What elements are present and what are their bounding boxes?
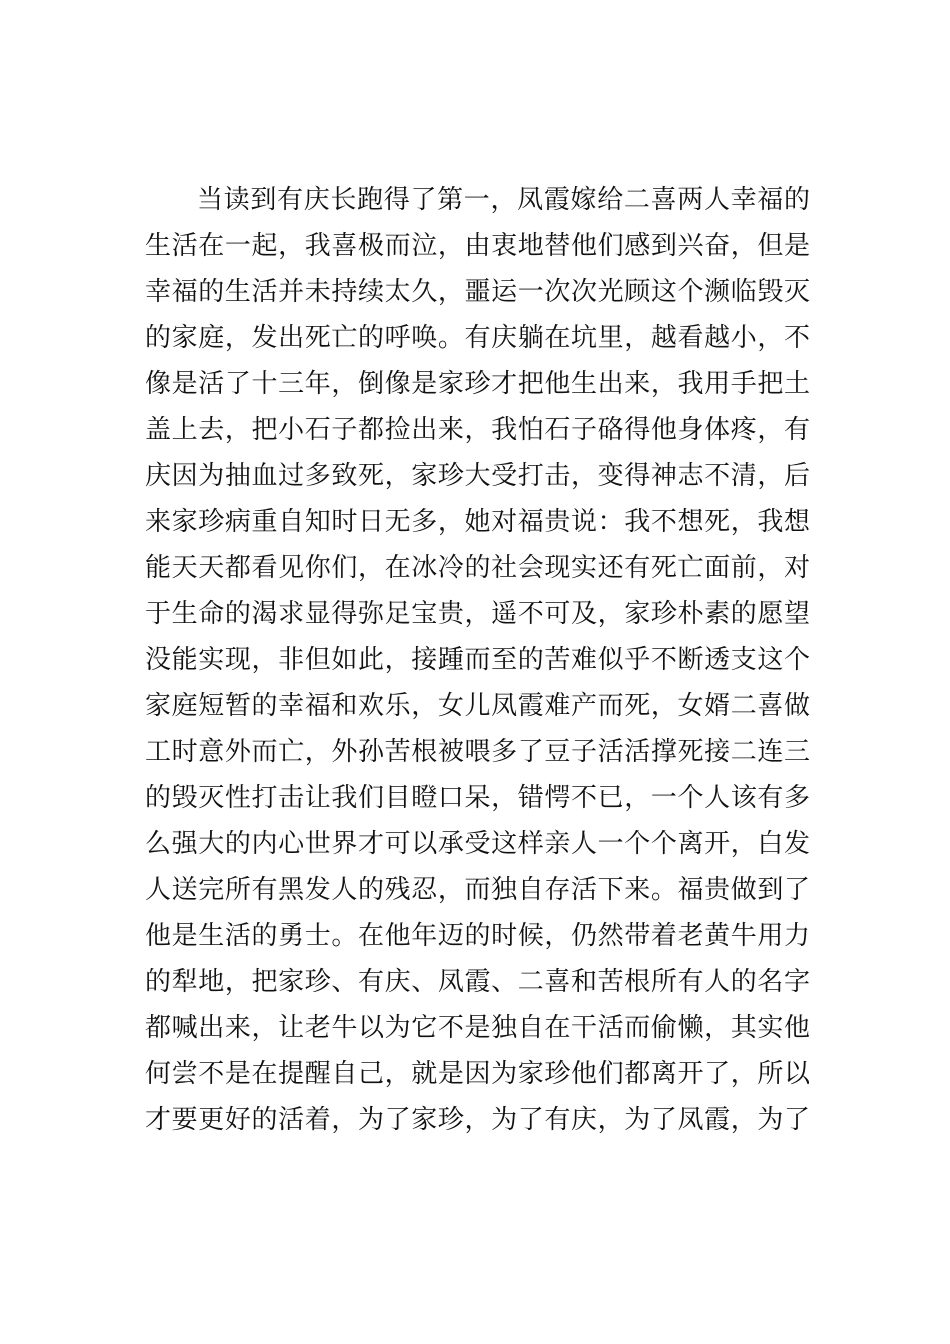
text-line: 盖上去，把小石子都捡出来，我怕石子硌得他身体疼，有 [145, 415, 810, 445]
text-line: 才要更好的活着，为了家珍，为了有庆，为了凤霞，为了 [145, 1105, 810, 1135]
text-line: 何尝不是在提醒自己，就是因为家珍他们都离开了，所以 [145, 1059, 810, 1089]
text-line: 生活在一起，我喜极而泣，由衷地替他们感到兴奋，但是 [145, 231, 810, 261]
text-line: 没能实现，非但如此，接踵而至的苦难似乎不断透支这个 [145, 645, 810, 675]
text-line: 庆因为抽血过多致死，家珍大受打击，变得神志不清，后 [145, 461, 810, 491]
text-line: 像是活了十三年，倒像是家珍才把他生出来，我用手把土 [145, 369, 810, 399]
text-line: 来家珍病重自知时日无多，她对福贵说：我不想死，我想 [145, 507, 810, 537]
body-paragraph [145, 177, 810, 1143]
text-line: 的毁灭性打击让我们目瞪口呆，错愕不已，一个人该有多 [145, 783, 810, 813]
text-line: 的犁地，把家珍、有庆、凤霞、二喜和苦根所有人的名字 [145, 967, 810, 997]
text-line: 能天天都看见你们，在冰冷的社会现实还有死亡面前，对 [145, 553, 810, 583]
text-line: 家庭短暂的幸福和欢乐，女儿凤霞难产而死，女婿二喜做 [145, 691, 810, 721]
text-line: 他是生活的勇士。在他年迈的时候，仍然带着老黄牛用力 [145, 921, 810, 951]
text-line: 的家庭，发出死亡的呼唤。有庆躺在坑里，越看越小，不 [145, 323, 810, 353]
text-line: 于生命的渴求显得弥足宝贵，遥不可及，家珍朴素的愿望 [145, 599, 810, 629]
text-line: 幸福的生活并未持续太久，噩运一次次光顾这个濒临毁灭 [145, 277, 810, 307]
text-line: 工时意外而亡，外孙苦根被喂多了豆子活活撑死接二连三 [145, 737, 810, 767]
text-line: 人送完所有黑发人的残忍，而独自存活下来。福贵做到了 [145, 875, 810, 905]
text-line: 当读到有庆长跑得了第一，凤霞嫁给二喜两人幸福的 [197, 185, 810, 215]
text-line: 都喊出来，让老牛以为它不是独自在干活而偷懒，其实他 [145, 1013, 810, 1043]
text-line: 么强大的内心世界才可以承受这样亲人一个个离开，白发 [145, 829, 810, 859]
